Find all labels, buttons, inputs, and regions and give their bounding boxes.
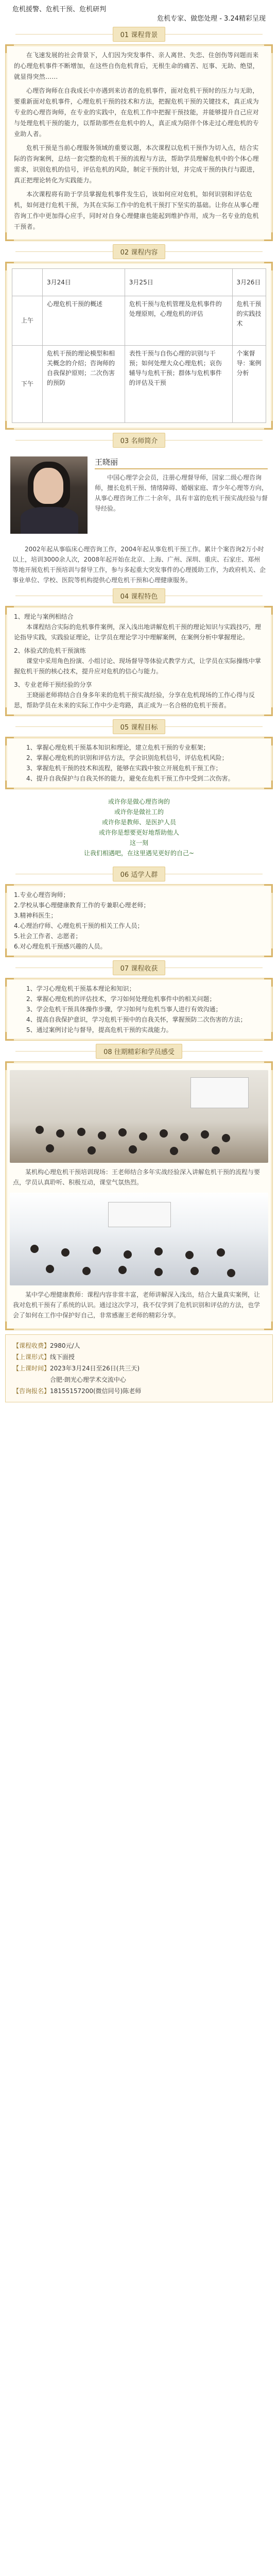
slogan-line: 或许你是教师、是医护人员 xyxy=(101,819,176,826)
goal-item: 4、提升自我保护与自我关怀的能力，避免在危机干预工作中受到二次伤害。 xyxy=(26,775,234,782)
gain-item: 1、学习心理危机干预基本理论和知识； xyxy=(26,985,135,992)
audience-item: 5.社会工作者、志愿者； xyxy=(14,933,82,940)
gain-item: 2、掌握心理危机的评估技术，学习如何处理危机事件中的相关问题； xyxy=(26,995,216,1003)
feature-title: 3、专业老师干预经验的分享 xyxy=(14,681,92,688)
form-label: 【上课形式】 xyxy=(13,1353,50,1361)
section-title: 03 名师简介 xyxy=(113,433,166,448)
section-title: 07 课程收获 xyxy=(113,960,166,975)
audience-item: 6.对心理危机干预感兴趣的人员。 xyxy=(14,943,107,950)
course-box xyxy=(5,262,273,430)
slogan xyxy=(5,789,273,863)
section-title: 06 适学人群 xyxy=(113,867,166,882)
hero-line1: 危机援警、危机干预、危机研判 xyxy=(12,6,107,13)
audience-item: 1.专业心理咨询师； xyxy=(14,891,70,899)
goal-item: 2、掌握心理危机的识别和评估方法，学会识别危机信号，评估危机风险； xyxy=(26,754,228,761)
slogan-line: 或许你是做心理咨询的 xyxy=(108,798,170,805)
table-cell: 危机干预与危机管理及危机事件的处理原则，心理危机的评估 xyxy=(125,296,232,346)
table-cell: 表性干预与自伤心理的识别与干预；如何处理大众心理危机；哀伤辅导与危机干预；群体与危机事件的评估及干预 xyxy=(125,346,232,423)
section-features xyxy=(5,585,273,716)
audience-item: 2.学校从事心理健康教育工作的专兼职心理老师； xyxy=(14,902,150,909)
classroom-photo-1 xyxy=(10,1070,268,1163)
teacher-bio: 2002年起从事临床心理咨询工作，2004年起从事危机干预工作。累计个案咨询2万小时以上，培训3000余人次，2008年起开始在北京、上海、广州、深圳、重庆、石家庄、郑州等地开展危机干预培训与督导工作，参与多起重大突发事件的心理援助工作，为政府机关、企事业单位、学校、医院等机构提供心理危机干预和心理健康服务。 xyxy=(12,546,266,584)
table-header-cell: 3月25日 xyxy=(125,269,232,296)
slogan-line: 或许你是做社工的 xyxy=(114,808,164,816)
section-teacher xyxy=(5,430,273,585)
section-title: 01 课程背景 xyxy=(113,27,166,42)
enrollment-info xyxy=(5,1334,273,1402)
time-label: 【上课时间】 xyxy=(13,1365,50,1372)
section-background xyxy=(5,24,273,241)
teacher-card xyxy=(10,453,268,541)
table-cell: 危机干预的实践技术 xyxy=(232,296,266,346)
contact-label: 【咨询报名】 xyxy=(13,1387,50,1395)
feature-text: 本课程结合实际的危机事件案例，深入浅出地讲解危机干预的理论知识与实践技巧，理论指导实践，实践验证理论，让学员在理论学习中理解案例，在案例分析中掌握理论。 xyxy=(14,623,262,641)
audience-item: 4.心理治疗师、心理危机干预的相关工作人员； xyxy=(14,922,144,929)
classroom-photo-2 xyxy=(10,1193,268,1285)
feature-title: 2、体验式的危机干预演练 xyxy=(14,647,86,654)
background-p4: 本次课程将有助于学员掌握危机事件发生后，该如何应对危机，如何识别和评估危机，如何进行危机干预，为其在实际工作中的危机干预打下坚实的基础。让你在从事心理咨询工作中更加得心应手，同时对自身心理健康也能起到维护作用，成为一名专业的危机干预者。 xyxy=(14,191,259,230)
slogan-line: 这一刻 xyxy=(129,839,148,846)
gains-box xyxy=(5,978,273,1041)
teacher-name: 王晓丽 xyxy=(95,457,118,467)
goals-box xyxy=(5,737,273,789)
place-value: 合肥·朗光心理学术交流中心 xyxy=(50,1376,126,1383)
contact-value[interactable]: 18155157200(微信同号)陈老师 xyxy=(50,1387,142,1395)
table-cell: 危机干预的理论模型和相关概念的介绍；咨询师的自我保护原则；二次伤害的预防 xyxy=(43,346,125,423)
background-p1: 在飞速发展的社会背景下，人们因为突发事件、亲人离世、失恋、住创伤等问题而来的心理危机事件不断增加，在这些自伤危机背后，无根生命的痛苦、厄事、无助、绝望，就显得突然…… xyxy=(14,52,259,80)
gain-item: 4、提高自我保护意识，学习危机干预中的自我关怀，掌握预防二次伤害的方法； xyxy=(26,1016,247,1023)
table-cell: 个案督导：案例分析 xyxy=(232,346,266,423)
table-row-label: 上午 xyxy=(12,296,43,346)
background-p2: 心理咨询师在自我成长中亦遇到来访者的危机事件，面对危机干预时的压力与无助，要重新面对危机事件，心理危机干预的技术和方法，把握危机干预的关键技术，真正成为专业的心理咨询师，在专业的实践中，在危机工作中把握干预技能，并能够提升自己应对与处理危机干预的能力，以帮助那些在危机中的人，真正成为陪伴个体走过心理危机的专业助人者。 xyxy=(14,87,259,138)
fee-label: 【课程收费】 xyxy=(13,1342,50,1349)
slogan-line: 或许你是想要更好地帮助他人 xyxy=(98,829,179,836)
table-cell: 心理危机干预的概述 xyxy=(43,296,125,346)
teacher-desc: 中国心理学会会员，注册心理督导师，国家二级心理咨询师，擅长危机干预、情绪障碍、婚姻家庭、青少年心理等方向，从事心理咨询工作二十余年，具有丰富的危机干预实战经验与督导经验。 xyxy=(95,474,268,512)
audience-item: 3.精神科医生； xyxy=(14,912,57,919)
slogan-line: 让我们相遇吧，在这里遇见更好的自己~ xyxy=(83,850,195,857)
background-box xyxy=(5,44,273,241)
past-caption-1: 某机构心理危机干预培训现场：王老师结合多年实战经验深入讲解危机干预的流程与要点，学员认真聆听、积极互动，课堂气氛热烈。 xyxy=(13,1168,260,1186)
section-title: 05 课程目标 xyxy=(113,719,166,734)
section-course xyxy=(5,241,273,430)
gain-item: 3、学会危机干预具体操作步骤，学习如何与危机当事人进行有效沟通； xyxy=(26,1006,222,1013)
past-caption-2: 某中学心理健康教师：课程内容非常丰富，老师讲解深入浅出，结合大量真实案例，让我对危机干预有了系统的认识。通过这次学习，我不仅学到了危机识别和评估的方法，也学会了如何在工作中保护好自己，非常感谢王老师的精彩分享。 xyxy=(13,1291,260,1319)
goal-item: 1、掌握心理危机干预基本知识和理论，建立危机干预的专业框架； xyxy=(26,744,210,751)
background-p3: 危机干预是当前心理服务领域的重要议题，本次课程以危机干预作为切入点，结合实际的咨询案例，总结一套完整的危机干预的流程与方法，帮助学员理解危机中的个体心理需求，识别危机的信号，评估危机的风险，制定干预的计划，并完成干预的执行与跟进，真正把理论转化为实践能力。 xyxy=(14,144,259,184)
feature-title: 1、理论与案例相结合 xyxy=(14,613,74,620)
table-header-cell: 3月26日 xyxy=(232,269,266,296)
fee-value: 2980元/人 xyxy=(50,1342,80,1349)
hero-banner xyxy=(0,0,278,24)
feature-text: 王晓丽老师将结合自身多年来的危机干预实战经验，分享在危机现场的工作心得与反思，帮助学员在未来的实际工作中少走弯路，真正成为一名合格的危机干预者。 xyxy=(14,691,255,709)
section-title: 04 课程特色 xyxy=(113,588,166,603)
section-audience xyxy=(5,863,273,957)
table-header-cell: 3月24日 xyxy=(43,269,125,296)
feature-text: 课堂中采用角色扮演、小组讨论、现场督导等体验式教学方式，让学员在实际操练中掌握危机干预的核心技术，提升应对危机的信心与能力。 xyxy=(14,657,262,675)
course-table xyxy=(12,268,266,423)
section-goals xyxy=(5,716,273,863)
teacher-photo xyxy=(10,456,88,534)
section-gains xyxy=(5,957,273,1041)
features-box xyxy=(5,606,273,716)
goal-item: 3、掌握危机干预的技术和流程，能够在实践中独立开展危机干预工作； xyxy=(26,765,222,772)
audience-box xyxy=(5,884,273,957)
form-value: 线下面授 xyxy=(50,1353,75,1361)
section-past xyxy=(5,1041,273,1330)
past-box xyxy=(5,1061,273,1330)
gain-item: 5、通过案例讨论与督导，提高危机干预的实战能力。 xyxy=(26,1026,172,1033)
section-title: 02 课程内容 xyxy=(113,244,166,259)
table-header-cell xyxy=(12,269,43,296)
hero-line2: 危机专家、做您处理 - 3.24精彩呈现 xyxy=(157,15,266,23)
table-row-label: 下午 xyxy=(12,346,43,423)
section-title: 08 往期精彩和学员感受 xyxy=(96,1044,182,1059)
time-value: 2023年3月24日至26日(共三天) xyxy=(50,1365,140,1372)
